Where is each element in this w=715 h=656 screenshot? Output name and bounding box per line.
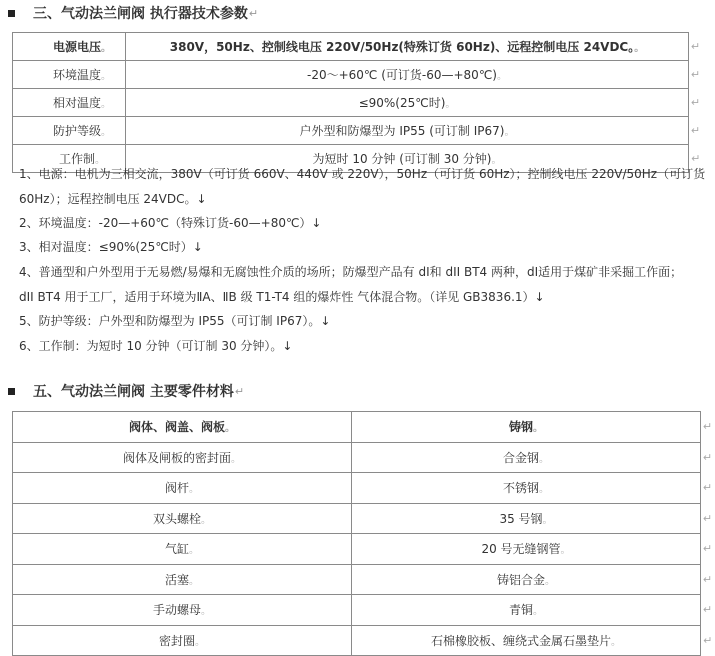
param-value-cell: -20～+60℃ (可订货-60—+80℃)。 [126,61,689,89]
part-header-cell: 阀体、阀盖、阀板。 [13,412,352,443]
table-row [13,503,715,534]
row-end-mark: ↵ [690,96,701,109]
material-header-cell: 铸钢。 [352,412,701,443]
row-end-mark: ↵ [703,633,713,647]
row-end-mark: ↵ [702,572,713,586]
table-row [13,625,715,656]
table-row [13,595,715,626]
material-cell: 35 号钢。 [352,503,701,534]
part-cell: 气缸。 [13,534,352,565]
part-cell: 活塞。 [13,564,352,595]
actuator-params-table [12,32,703,173]
part-cell: 双头螺栓。 [13,503,352,534]
row-end-mark: ↵ [702,603,713,617]
table-row [13,33,703,61]
material-cell: 20 号无缝钢管。 [352,534,701,565]
note-line: 4、普通型和户外型用于无易燃/易爆和无腐蚀性介质的场所；防爆型产品有 dⅠ和 dII BT4 两种，dⅠ适用于煤矿非采掘工作面； [19,265,683,279]
part-cell: 手动螺母。 [13,595,352,626]
bullet-square-icon [8,10,15,17]
section-3-heading [8,2,258,24]
table-row [13,442,715,473]
row-end-mark: ↵ [702,542,713,556]
param-value-cell: 380V，50Hz、控制线电压 220V/50Hz(特殊订货 60Hz)、远程控制电压 24VDC。。 [126,33,689,61]
row-end-mark: ↵ [702,481,713,495]
part-cell: 阀杆。 [13,473,352,504]
param-label-cell: 工作制。 [13,145,126,173]
param-value-cell: ≤90%(25℃时)。 [126,89,689,117]
material-cell: 合金钢。 [352,442,701,473]
param-label-cell: 防护等级。 [13,117,126,145]
bullet-square-icon [8,388,15,395]
table-row [13,534,715,565]
row-end-mark: ↵ [702,511,713,525]
param-value-cell: 户外型和防爆型为 IP55 (可订制 IP67)。 [126,117,689,145]
note-line: 5、防护等级：户外型和防爆型为 IP55（可订制 IP67）。↓ [19,314,331,328]
table-row [13,564,715,595]
material-cell: 不锈钢。 [352,473,701,504]
section-5-heading [8,380,244,402]
paragraph-mark-icon: ↵ [248,6,259,20]
param-value-cell: 为短时 10 分钟 (可订制 30 分钟)。 [126,145,689,173]
row-end-mark: ↵ [702,450,713,464]
row-end-mark: ↵ [690,40,701,53]
section-3-title: 三、气动法兰闸阀 执行器技术参数 [33,6,248,22]
note-line: 1、电源：电机为三相交流，380V（可订货 660V、440V 或 220V），50Hz（可订货 60Hz）；控制线电压 220V/50Hz（可订货 [19,167,706,181]
material-cell: 青铜。 [352,595,701,626]
param-label-cell: 电源电压。 [13,33,126,61]
note-line: 6、工作制：为短时 10 分钟（可订制 30 分钟）。↓ [19,339,293,353]
note-line: 60Hz）；远程控制电压 24VDC。↓ [19,192,207,206]
note-line: 2、环境温度：-20—+60℃（特殊订货-60—+80℃）↓ [19,216,322,230]
part-cell: 密封圈。 [13,625,352,656]
part-cell: 阀体及闸板的密封面。 [13,442,352,473]
table-row [13,89,703,117]
section-5-title: 五、气动法兰闸阀 主要零件材料 [33,384,234,400]
parts-materials-table [12,411,715,656]
note-line: dII BT4 用于工厂，适用于环境为ⅡA、ⅡB 级 T1-T4 组的爆炸性 气体混合物。（详见 GB3836.1）↓ [19,290,545,304]
table-row [13,117,703,145]
material-cell: 铸铝合金。 [352,564,701,595]
row-end-mark: ↵ [690,124,701,137]
table-row [13,473,715,504]
param-label-cell: 环境温度。 [13,61,126,89]
material-cell: 石棉橡胶板、缠绕式金属石墨垫片。 [352,625,701,656]
paragraph-mark-icon: ↵ [234,384,245,398]
param-label-cell: 相对温度。 [13,89,126,117]
row-end-mark: ↵ [702,420,713,434]
row-end-mark: ↵ [690,68,701,81]
table-row [13,61,703,89]
row-end-mark: ↵ [691,152,701,165]
note-line: 3、相对温度：≤90%(25℃时）↓ [19,240,203,254]
table-header-row [13,412,715,443]
